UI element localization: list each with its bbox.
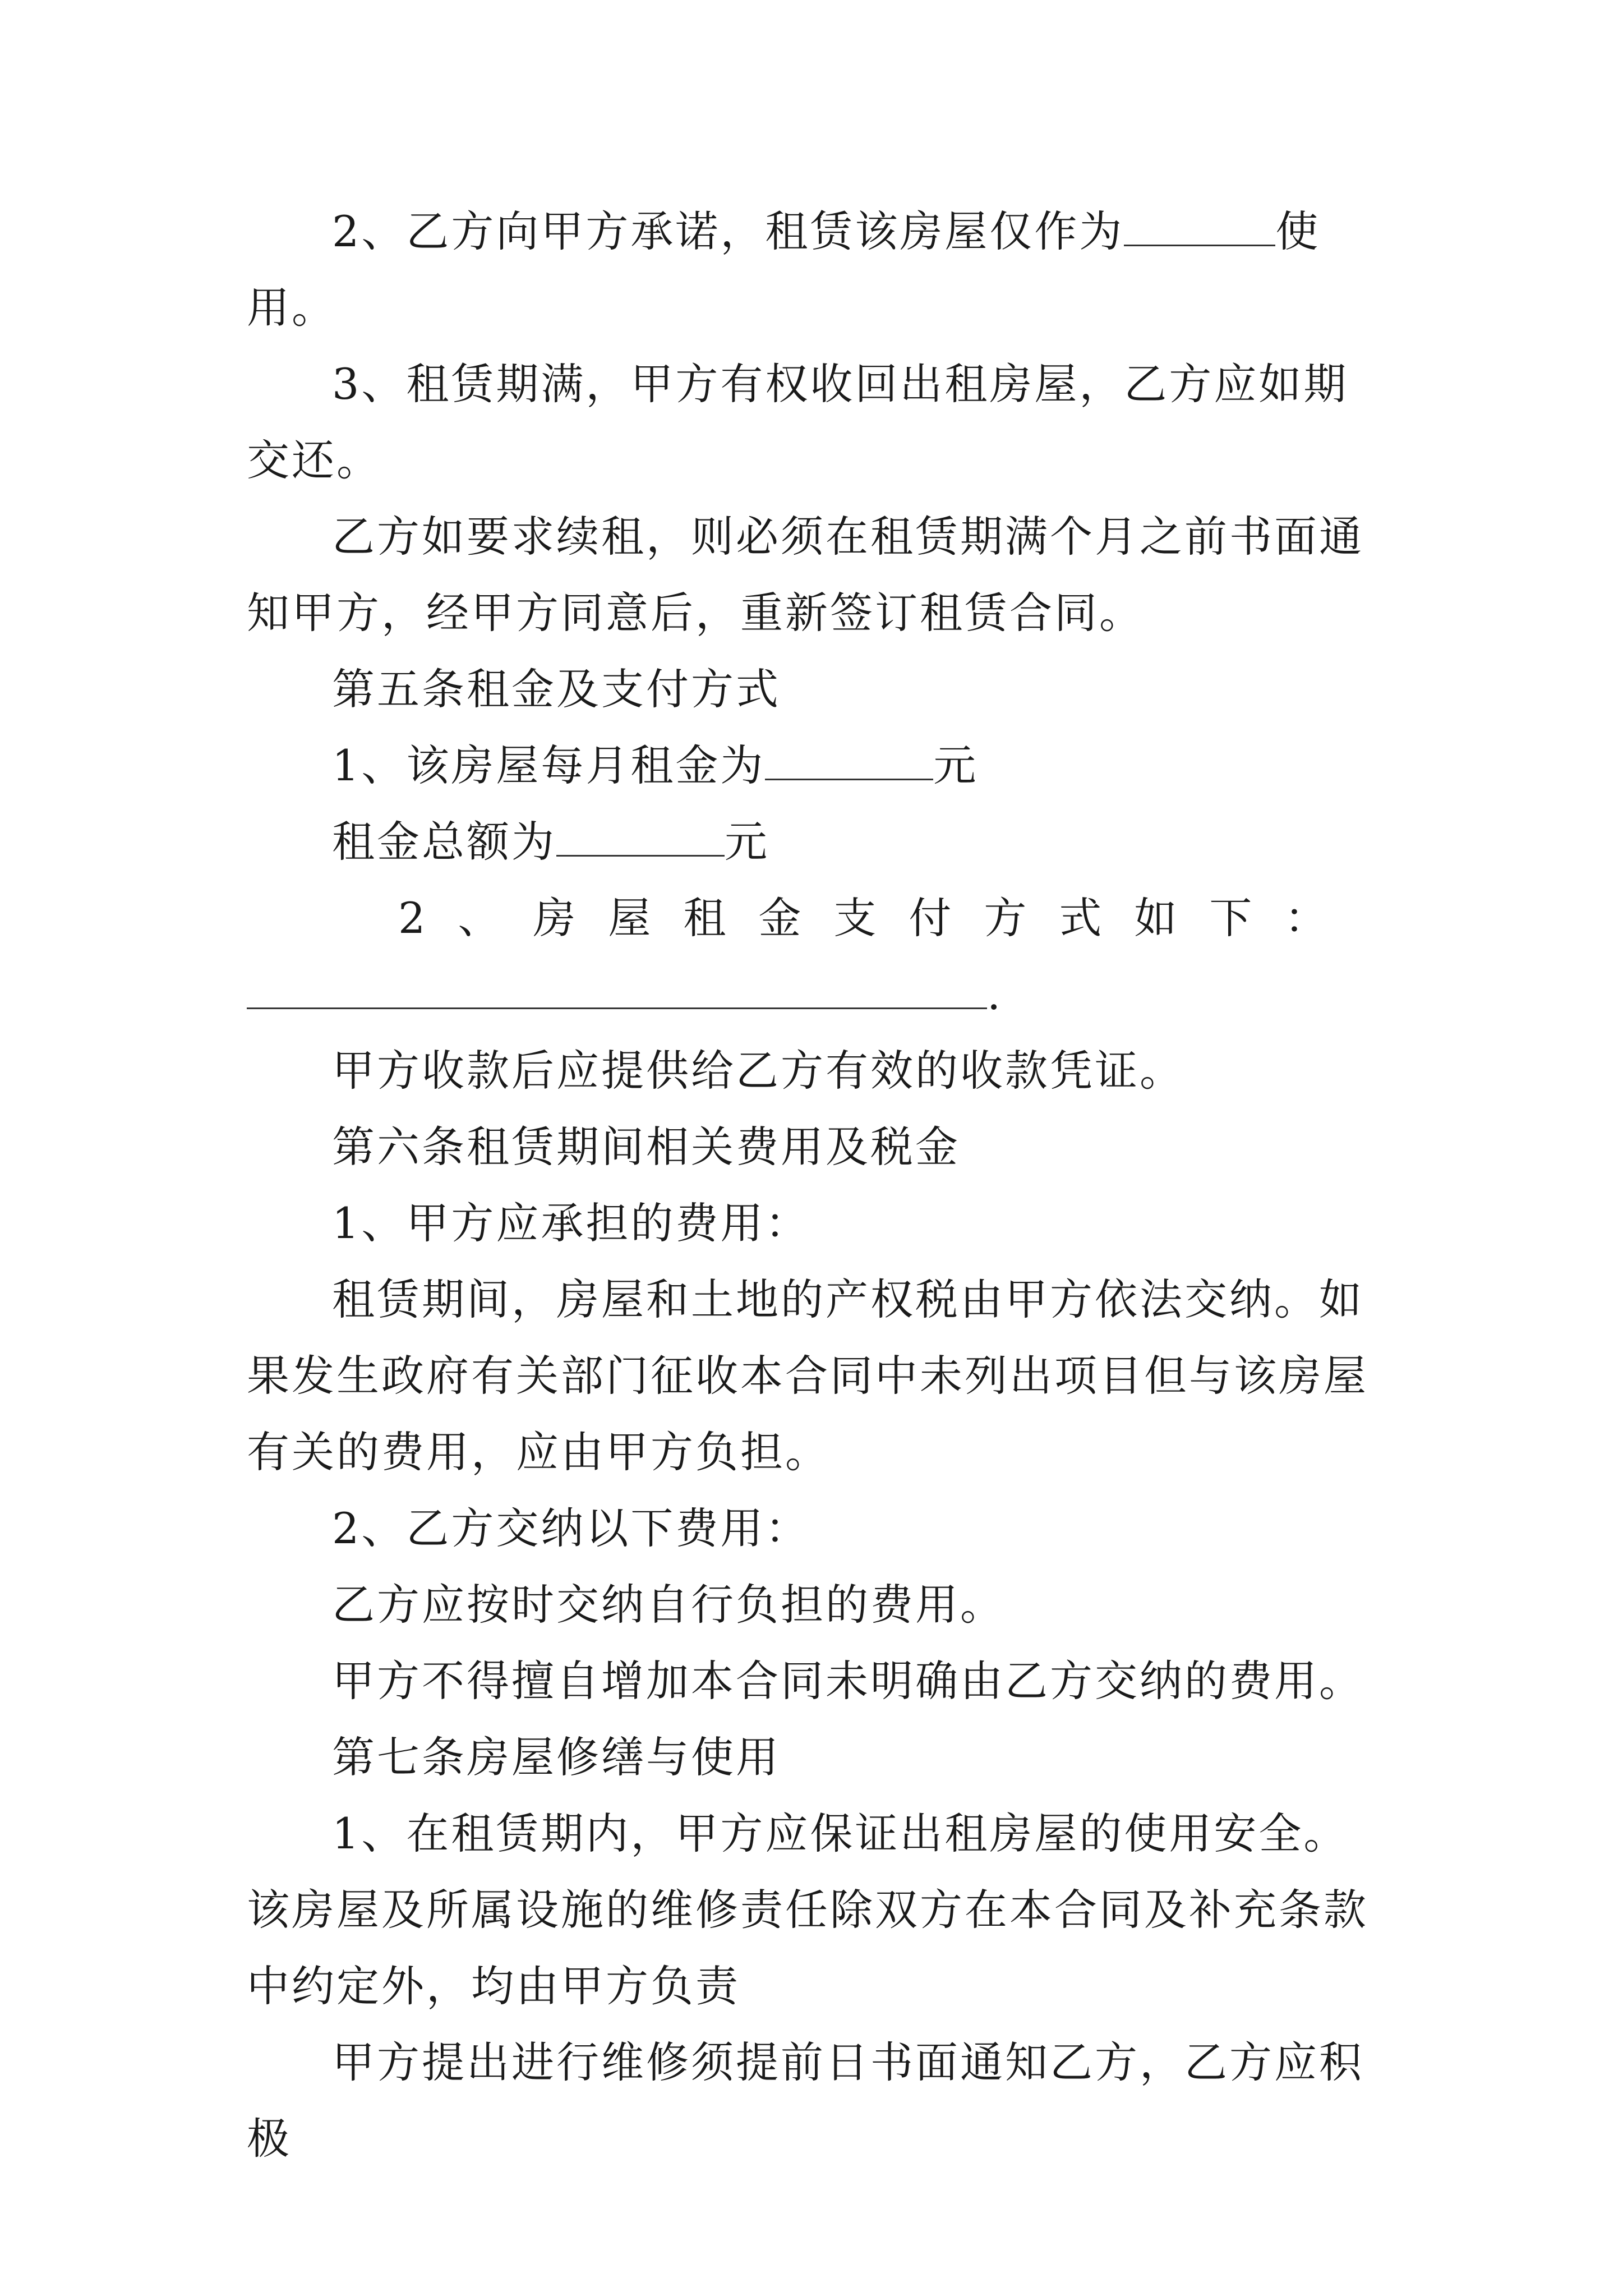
paragraph-maintenance-responsibility: 1、在租赁期内，甲方应保证出租房屋的使用安全。该房屋及所属设施的维修责任除双方在本合同及补充条款中约定外，均由甲方负责 [247, 1809, 1368, 2011]
paragraph-property-tax: 租赁期间，房屋和土地的产权税由甲方依法交纳。如果发生政府有关部门征收本合同中未列出项目但与该房屋有关的费用，应由甲方负担。 [247, 1274, 1368, 1477]
section-heading-article-6: 第六条租赁期间相关费用及税金 [332, 1122, 960, 1172]
monthly-rent-blank-field [765, 743, 933, 780]
paragraph-text: 使用。 [247, 206, 1321, 333]
contract-body [247, 194, 1385, 2177]
section-heading-article-5: 第五条租金及支付方式 [332, 664, 781, 714]
paragraph-receipt: 甲方收款后应提供给乙方有效的收款凭证。 [332, 1046, 1184, 1096]
paragraph-text: . [987, 969, 1003, 1019]
total-rent-blank-field [556, 819, 725, 857]
paragraph-no-extra-fees: 甲方不得擅自增加本合同未明确由乙方交纳的费用。 [332, 1656, 1364, 1706]
paragraph-lease-expiry: 3、租赁期满，甲方有权收回出租房屋，乙方应如期交还。 [247, 359, 1349, 485]
paragraph-party-b-fees: 2、乙方交纳以下费用： [332, 1503, 810, 1553]
paragraph-text: 2、乙方向甲方承诺，租赁该房屋仅作为 [332, 206, 1124, 256]
paragraph-payment-method: 2、房屋租金支付方式如下： [398, 893, 1360, 943]
paragraph-text: 1、该房屋每月租金为 [332, 740, 766, 790]
paragraph-text: 元 [933, 740, 979, 790]
paragraph-maintenance-notice: 甲方提出进行维修须提前日书面通知乙方，乙方应积极 [247, 2037, 1364, 2164]
paragraph-timely-payment: 乙方应按时交纳自行负担的费用。 [332, 1580, 1005, 1630]
paragraph-monthly-rent [247, 728, 1385, 804]
section-heading-article-7: 第七条房屋修缮与使用 [332, 1732, 781, 1782]
usage-blank-field [1124, 209, 1275, 246]
payment-method-blank-line [247, 956, 1385, 1033]
paragraph-usage-commitment [247, 194, 1385, 346]
paragraph-party-a-fees: 1、甲方应承担的费用： [332, 1198, 810, 1248]
paragraph-text: 租金总额为 [332, 817, 556, 867]
payment-method-blank-field [247, 968, 987, 1009]
paragraph-text: 元 [725, 817, 769, 867]
paragraph-lease-renewal: 乙方如要求续租，则必须在租赁期满个月之前书面通知甲方，经甲方同意后，重新签订租赁合同。 [247, 512, 1364, 638]
paragraph-total-rent [247, 804, 1385, 880]
